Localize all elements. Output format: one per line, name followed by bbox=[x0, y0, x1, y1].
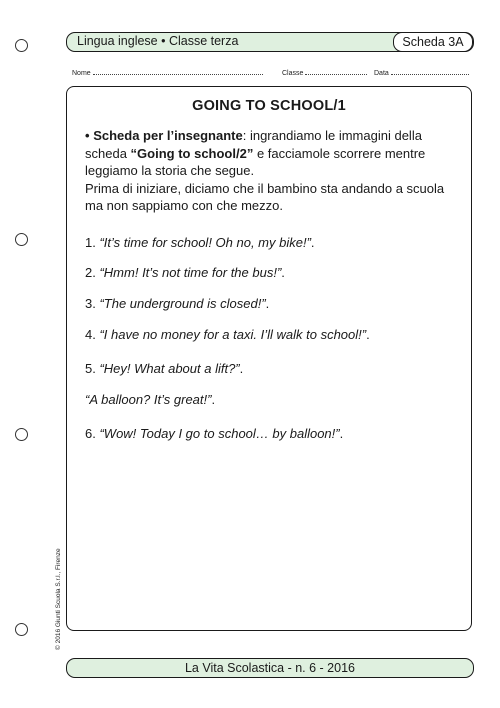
teacher-instructions bbox=[85, 127, 460, 215]
instructions-text-1: : ingrandiamo le immagini della scheda bbox=[85, 128, 422, 161]
story-line-6: 6. “Wow! Today I go to school… by balloon!”. bbox=[85, 426, 344, 441]
binder-hole-lower-middle bbox=[15, 428, 28, 441]
instructions-lead: Scheda per l’insegnante bbox=[93, 128, 243, 143]
story-line-3: 3. “The underground is closed!”. bbox=[85, 296, 270, 311]
class-label: Classe bbox=[282, 70, 304, 77]
name-field[interactable] bbox=[72, 68, 263, 77]
name-label: Nome bbox=[72, 70, 91, 77]
date-blank bbox=[391, 68, 469, 75]
sheet-badge: Scheda 3A bbox=[393, 32, 473, 52]
story-line-5: 5. “Hey! What about a lift?”. bbox=[85, 361, 244, 376]
binder-hole-bottom bbox=[15, 623, 28, 636]
story-line-2: 2. “Hmm! It’s not time for the bus!”. bbox=[85, 265, 285, 280]
story-line-4: 4. “I have no money for a taxi. I’ll walk to school!”. bbox=[85, 327, 370, 342]
name-blank bbox=[93, 68, 263, 75]
instructions-text-3: Prima di iniziare, diciamo che il bambino sta andando a scuola ma non sappiamo con che mezzo. bbox=[85, 180, 445, 213]
binder-hole-top bbox=[15, 39, 28, 52]
copyright-notice: © 2016 Giunti Scuola S.r.l., Firenze bbox=[55, 548, 62, 650]
date-field[interactable] bbox=[374, 68, 469, 77]
story-line-5b: “A balloon? It’s great!”. bbox=[85, 392, 216, 407]
instructions-text-2: e facciamole scorrere mentre leggiamo la storia che segue. bbox=[85, 145, 426, 178]
header-band bbox=[66, 32, 474, 52]
page-title: GOING TO SCHOOL/1 bbox=[192, 98, 346, 114]
bullet: • bbox=[85, 128, 90, 143]
story-line-1: 1. “It’s time for school! Oh no, my bike!”. bbox=[85, 235, 315, 250]
class-field[interactable] bbox=[282, 68, 367, 77]
content-box bbox=[66, 86, 472, 631]
date-label: Data bbox=[374, 70, 389, 77]
footer-band: La Vita Scolastica - n. 6 - 2016 bbox=[66, 658, 474, 678]
binder-hole-upper-middle bbox=[15, 233, 28, 246]
subject-label: Lingua inglese • Classe terza bbox=[77, 34, 239, 48]
instructions-sheet-ref: “Going to school/2” bbox=[130, 145, 254, 161]
class-blank bbox=[305, 68, 367, 75]
